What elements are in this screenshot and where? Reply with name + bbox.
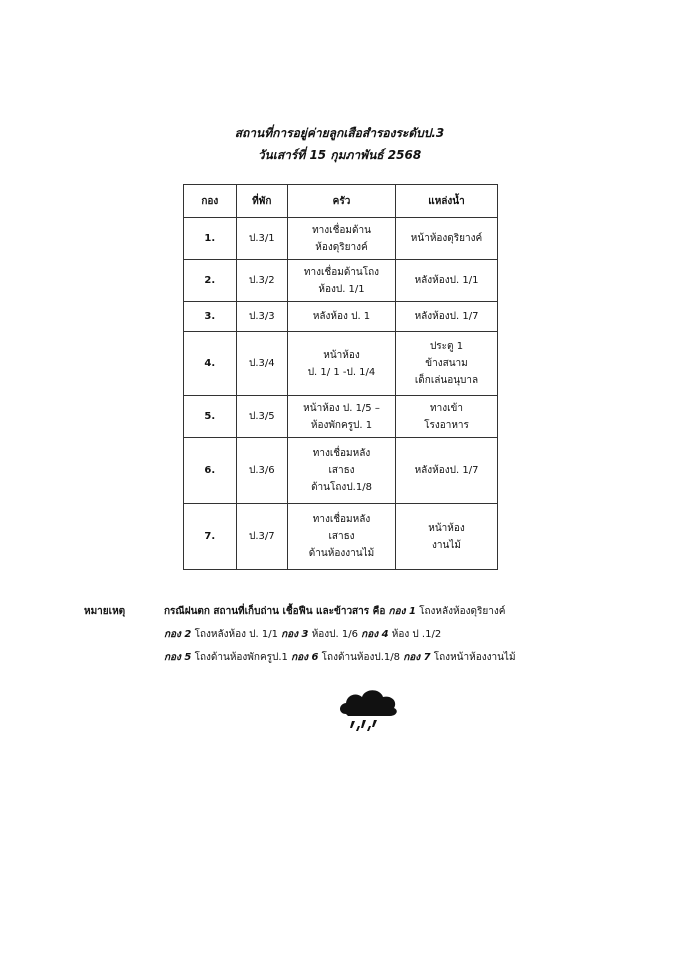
cell-stay: ป.3/4 bbox=[236, 332, 287, 396]
cell-kitchen-line: หน้าห้อง ป. 1/5 – bbox=[303, 402, 380, 414]
cell-kitchen-line: ด้านโถงป.1/8 bbox=[311, 482, 372, 493]
document-date: วันเสาร์ที่ 15 กุมภาพันธ์ 2568 bbox=[257, 148, 422, 162]
cell-water-line: งานไม้ bbox=[432, 539, 461, 551]
cell-kitchen-line: เสาธง bbox=[328, 531, 355, 542]
note-troop: กอง 4 bbox=[361, 629, 389, 640]
cell-water-line: เด็กเล่นอนุบาล bbox=[414, 375, 479, 386]
cell-water-line: หลังห้องป. 1/1 bbox=[414, 275, 479, 286]
cell-water-line: หลังห้องป. 1/7 bbox=[414, 465, 479, 476]
note-text: โถงด้านห้องป.1/8 bbox=[318, 652, 404, 663]
cell-kitchen-line: ด้านห้องงานไม้ bbox=[308, 548, 375, 559]
cell-troop: 6. bbox=[184, 438, 237, 504]
note-troop: กอง 6 bbox=[291, 652, 319, 663]
note-line-1 bbox=[164, 604, 505, 619]
header-stay: ที่พัก bbox=[236, 185, 287, 218]
note-troop: กอง 1 bbox=[388, 606, 416, 617]
cell-stay: ป.3/5 bbox=[236, 396, 287, 438]
cell-water-line: หน้าห้อง bbox=[428, 522, 465, 534]
cell-stay: ป.3/6 bbox=[236, 438, 287, 504]
cell-stay: ป.3/3 bbox=[236, 302, 287, 332]
cell-kitchen bbox=[287, 302, 395, 332]
note-troop: กอง 7 bbox=[403, 652, 431, 663]
header-kitchen: ครัว bbox=[287, 185, 395, 218]
table-body bbox=[184, 218, 498, 570]
document-title: สถานที่การอยู่ค่ายลูกเสือสำรองระดับป.3 bbox=[234, 126, 445, 140]
cell-water bbox=[396, 438, 498, 504]
cell-water bbox=[396, 302, 498, 332]
rain-cloud-icon bbox=[336, 686, 400, 734]
notes-label: หมายเหตุ bbox=[84, 606, 126, 617]
cell-kitchen-line: ห้องดุริยางค์ bbox=[315, 241, 368, 253]
cell-kitchen bbox=[287, 260, 395, 302]
cell-troop: 2. bbox=[184, 260, 237, 302]
cell-kitchen bbox=[287, 504, 395, 570]
cell-water-line: หลังห้องป. 1/7 bbox=[414, 311, 479, 322]
note-troop: กอง 3 bbox=[281, 629, 309, 640]
cell-troop: 5. bbox=[184, 396, 237, 438]
note-text: โถงหลังห้อง ป. 1/1 bbox=[191, 629, 282, 640]
cell-stay: ป.3/1 bbox=[236, 218, 287, 260]
note-line-2 bbox=[164, 627, 441, 642]
camp-table bbox=[183, 184, 498, 570]
note-troop: กอง 2 bbox=[164, 629, 192, 640]
cell-water-line: ทางเข้า bbox=[430, 402, 463, 414]
table-header-row bbox=[184, 185, 498, 218]
table-row bbox=[184, 504, 498, 570]
table-row bbox=[184, 396, 498, 438]
note-line-3 bbox=[164, 650, 516, 665]
cell-kitchen-line: หลังห้อง ป. 1 bbox=[312, 311, 371, 322]
header-troop: กอง bbox=[184, 185, 237, 218]
table-row bbox=[184, 260, 498, 302]
header-water: แหล่งน้ำ bbox=[396, 185, 498, 218]
cell-troop: 3. bbox=[184, 302, 237, 332]
cell-water-line: ประตู 1 bbox=[429, 341, 464, 352]
cell-kitchen-line: หน้าห้อง bbox=[323, 349, 360, 361]
note-text: โถงหลังห้องดุริยางค์ bbox=[415, 606, 506, 617]
cell-kitchen bbox=[287, 438, 395, 504]
table-row bbox=[184, 332, 498, 396]
cell-kitchen-line: ทางเชื่อมหลัง bbox=[312, 514, 371, 525]
cell-water bbox=[396, 218, 498, 260]
cell-water-line: หน้าห้องดุริยางค์ bbox=[410, 233, 483, 244]
cell-water-line: ข้างสนาม bbox=[425, 358, 468, 369]
cell-water bbox=[396, 396, 498, 438]
table-row bbox=[184, 218, 498, 260]
cell-kitchen-line: ทางเชื่อมด้านโถง bbox=[303, 266, 380, 278]
cell-kitchen-line: เสาธง bbox=[328, 465, 355, 476]
cell-stay: ป.3/7 bbox=[236, 504, 287, 570]
table-row bbox=[184, 302, 498, 332]
cell-kitchen bbox=[287, 332, 395, 396]
note-troop: กอง 5 bbox=[164, 652, 192, 663]
cell-kitchen-line: ห้องป. 1/1 bbox=[318, 283, 365, 295]
table-row bbox=[184, 438, 498, 504]
note-text: โถงด้านห้องพักครูป.1 bbox=[191, 652, 292, 663]
note-text: ห้องป. 1/6 bbox=[308, 629, 362, 640]
cell-stay: ป.3/2 bbox=[236, 260, 287, 302]
note-text: กรณีฝนตก สถานที่เก็บถ่าน เชื้อฟืน และข้าวสาร คือ bbox=[164, 606, 386, 617]
cell-water bbox=[396, 332, 498, 396]
cell-kitchen-line: ทางเชื่อมหลัง bbox=[312, 448, 371, 459]
note-text: โถงหน้าห้องงานไม้ bbox=[430, 652, 516, 663]
cell-water-line: โรงอาหาร bbox=[424, 419, 469, 431]
cell-kitchen bbox=[287, 218, 395, 260]
cell-troop: 1. bbox=[184, 218, 237, 260]
cell-kitchen-line: ทางเชื่อมด้าน bbox=[312, 224, 371, 236]
cell-kitchen bbox=[287, 396, 395, 438]
note-text: ห้อง ป .1/2 bbox=[388, 629, 442, 640]
cell-troop: 7. bbox=[184, 504, 237, 570]
cell-kitchen-line: ห้องพักครูป. 1 bbox=[310, 419, 373, 431]
cell-kitchen-line: ป. 1/ 1 -ป. 1/4 bbox=[307, 366, 376, 378]
cell-troop: 4. bbox=[184, 332, 237, 396]
cell-water bbox=[396, 504, 498, 570]
cell-water bbox=[396, 260, 498, 302]
